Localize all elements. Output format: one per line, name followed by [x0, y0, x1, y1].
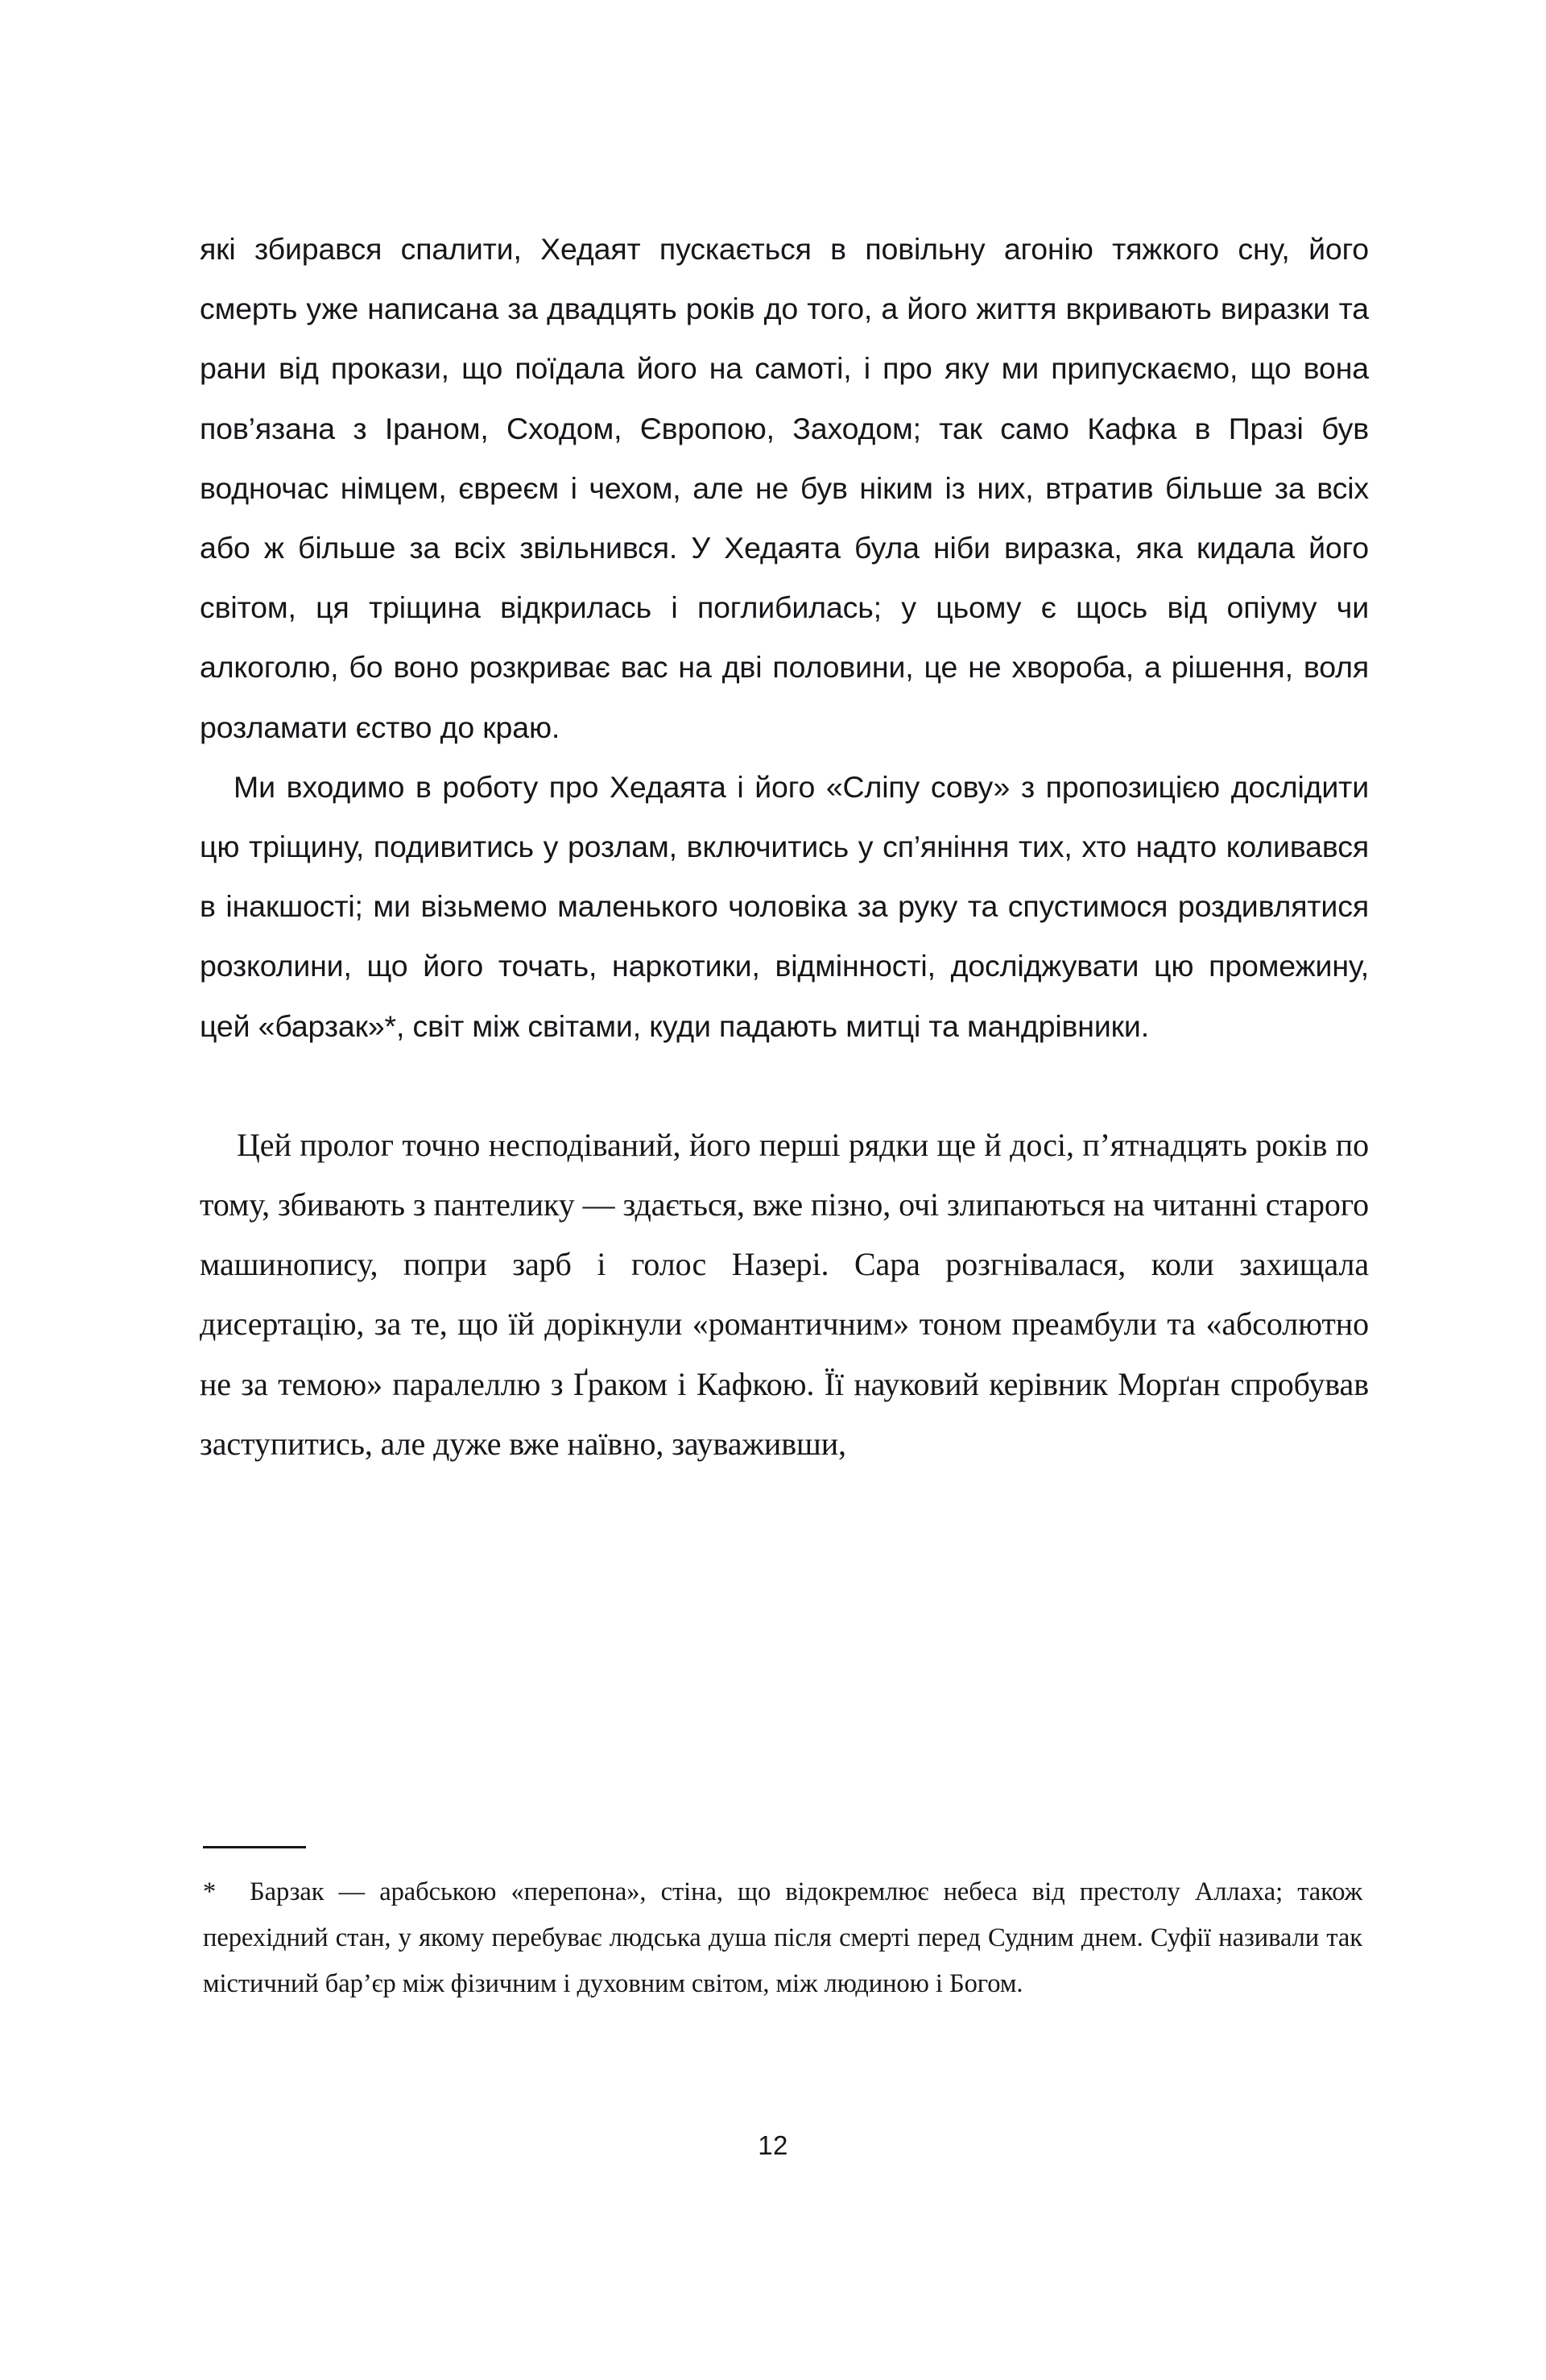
- footnote-separator-rule: [203, 1846, 306, 1848]
- text-column: [200, 219, 1369, 1474]
- paragraph-block-spacer: [200, 1056, 1369, 1115]
- footnote-marker: *: [203, 1877, 217, 1906]
- body-paragraph-3: Цей пролог точно несподіваний, його перші рядки ще й досі, п’ятнадцять років по тому, збивають з пантелику — здається, вже пізно, очі злипаються на читанні старого машинопису, попри зарб і голос Назері. Сара розгнівалася, коли захищала дисертацію, за те, що їй дорікнули «романтичним» тоном преамбули та «абсолютно не за темою» паралеллю з Ґраком і Кафкою. Її науковий керівник Морґан спробував заступитись, але дуже вже наївно, зауваживши,: [200, 1126, 1369, 1462]
- body-paragraph-2: Ми входимо в роботу про Хедаята і його «Сліпу сову» з пропозицією дослідити цю тріщину, подивитись у розлам, включитись у сп’яніння тих, хто надто коливався в інакшості; ми візьмемо маленького чоловіка за руку та спустимося роздивлятися розколини, що його точать, наркотики, відмінності, досліджувати цю промежину, цей «барзак»*, світ між світами, куди падають митці та мандрівники.: [200, 769, 1369, 1043]
- page-number: 12: [758, 2130, 788, 2160]
- footnote-text-block: [203, 1869, 1362, 2007]
- body-paragraph-1: які збирався спалити, Хедаят пускається в повільну агонію тяжкого сну, його смерть уже написана за двадцять років до того, а його життя вкривають виразки та рани від прокази, що поїдала його на самоті, і про яку ми припускаємо, що вона пов’язана з Іраном, Сходом, Європою, Заходом; так само Кафка в Празі був водночас німцем, євреєм і чехом, але не був ніким із них, втратив більше за всіх або ж більше за всіх звільнився. У Хедаята була ніби виразка, яка кидала його світом, ця тріщина відкрилась і поглибилась; у цьому є щось від опіуму чи алкоголю, бо воно розкриває вас на дві половини, це не хвороба, а рішення, воля розламати єство до краю.: [200, 232, 1369, 744]
- footnote-area: [203, 1846, 1362, 2007]
- footnote-body-text: Барзак — арабською «перепона», стіна, що відокремлює небеса від престолу Аллаха; також перехідний стан, у якому перебуває людська душа після смерті перед Судним днем. Суфії називали так містичний бар’єр між фізичним і духовним світом, між людиною і Богом.: [203, 1877, 1362, 1998]
